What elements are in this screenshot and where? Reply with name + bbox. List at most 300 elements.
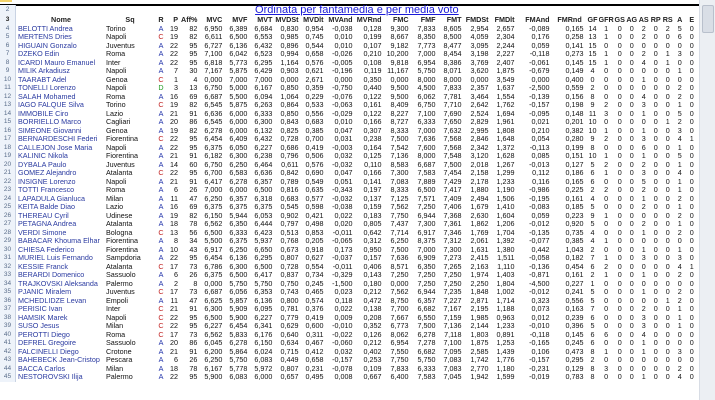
role-cell[interactable]: C bbox=[158, 322, 164, 330]
stat-cell[interactable]: 6,750 bbox=[204, 84, 223, 92]
stat-cell[interactable]: 7,500 bbox=[390, 135, 409, 143]
stat-cell[interactable]: 5 bbox=[641, 177, 646, 186]
stat-cell[interactable]: 0,683 bbox=[280, 194, 299, 203]
stat-cell[interactable]: 1 bbox=[641, 152, 646, 160]
stat-cell[interactable]: 2 bbox=[641, 305, 646, 313]
stat-cell[interactable]: -0,118 bbox=[529, 330, 550, 339]
stat-cell[interactable]: 0 bbox=[604, 322, 609, 330]
stat-cell[interactable]: 47 bbox=[189, 296, 198, 305]
stat-cell[interactable]: 0,000 bbox=[280, 75, 299, 84]
player-name-cell[interactable]: PEROTTI Diego bbox=[18, 330, 70, 339]
team-cell[interactable]: Atalanta bbox=[106, 262, 133, 271]
stat-cell[interactable]: 6,750 bbox=[204, 160, 223, 169]
player-name-cell[interactable]: FALCINELLI Diego bbox=[18, 347, 79, 356]
stat-cell[interactable]: 6,136 bbox=[229, 41, 248, 50]
stat-cell[interactable]: 7,636 bbox=[417, 135, 436, 143]
stat-cell[interactable]: 0 bbox=[653, 169, 658, 177]
stat-cell[interactable]: 5,750 bbox=[229, 356, 248, 364]
column-header-mvt[interactable]: MVT bbox=[257, 16, 273, 24]
stat-cell[interactable]: 0,059 bbox=[531, 211, 550, 220]
stat-cell[interactable]: 0 bbox=[617, 364, 622, 373]
stat-cell[interactable]: 0 bbox=[689, 313, 694, 322]
stat-cell[interactable]: 7,583 bbox=[417, 169, 436, 177]
stat-cell[interactable]: 21 bbox=[170, 109, 178, 118]
stat-cell[interactable]: -0,095 bbox=[529, 109, 550, 118]
stat-cell[interactable]: 9,182 bbox=[390, 41, 409, 50]
stat-cell[interactable]: 6,250 bbox=[229, 245, 248, 254]
stat-cell[interactable]: 0,735 bbox=[565, 228, 584, 237]
role-cell[interactable]: C bbox=[158, 33, 164, 41]
stat-cell[interactable]: 0 bbox=[665, 84, 670, 92]
stat-cell[interactable]: 0 bbox=[604, 339, 609, 347]
stat-cell[interactable]: 0,728 bbox=[280, 135, 299, 143]
stat-cell[interactable]: 19 bbox=[170, 101, 178, 109]
stat-cell[interactable]: 3 bbox=[677, 254, 682, 262]
stat-cell[interactable]: 8,477 bbox=[443, 41, 462, 50]
stat-cell[interactable]: -0,139 bbox=[529, 92, 550, 101]
stat-cell[interactable]: 0 bbox=[617, 237, 622, 245]
stat-cell[interactable]: 22 bbox=[170, 254, 178, 262]
stat-cell[interactable]: 0 bbox=[665, 271, 670, 279]
stat-cell[interactable]: 0 bbox=[641, 279, 646, 288]
stat-cell[interactable]: 0,896 bbox=[280, 41, 299, 50]
column-header-gs[interactable]: GS bbox=[614, 16, 625, 24]
stat-cell[interactable]: 0 bbox=[629, 262, 634, 271]
stat-cell[interactable]: 1 bbox=[641, 245, 646, 254]
stat-cell[interactable]: 0 bbox=[604, 220, 609, 228]
stat-cell[interactable]: 5,500 bbox=[204, 237, 223, 245]
stat-cell[interactable]: 7,250 bbox=[417, 271, 436, 279]
stat-cell[interactable]: 2 bbox=[641, 50, 646, 58]
stat-cell[interactable]: 6,095 bbox=[254, 305, 273, 313]
stat-cell[interactable]: 8 bbox=[590, 92, 595, 101]
player-name-cell[interactable]: INSIGNE Lorenzo bbox=[18, 177, 76, 186]
stat-cell[interactable]: 7,417 bbox=[443, 186, 462, 194]
stat-cell[interactable]: 3 bbox=[641, 135, 646, 143]
role-cell[interactable]: C bbox=[158, 288, 164, 296]
player-name-cell[interactable]: BERARDI Domenico bbox=[18, 271, 85, 279]
stat-cell[interactable]: 6 bbox=[590, 177, 595, 186]
stat-cell[interactable]: 8,350 bbox=[417, 33, 436, 41]
stat-cell[interactable]: 0 bbox=[665, 203, 670, 211]
stat-cell[interactable]: 0 bbox=[689, 41, 694, 50]
row-number[interactable]: 12 bbox=[0, 93, 16, 102]
stat-cell[interactable]: 6,682 bbox=[417, 305, 436, 313]
row-number[interactable]: 4 bbox=[0, 25, 16, 34]
player-name-cell[interactable]: TONELLI Lorenzo bbox=[18, 84, 76, 92]
stat-cell[interactable]: 0,837 bbox=[280, 271, 299, 279]
stat-cell[interactable]: 6,954 bbox=[417, 58, 436, 67]
player-name-cell[interactable]: HAMSIK Marek bbox=[18, 313, 68, 322]
stat-cell[interactable]: 0,902 bbox=[280, 211, 299, 220]
stat-cell[interactable]: 1,704 bbox=[496, 228, 515, 237]
stat-cell[interactable]: 0 bbox=[653, 356, 658, 364]
stat-cell[interactable]: 0 bbox=[629, 126, 634, 135]
stat-cell[interactable]: 6,909 bbox=[417, 254, 436, 262]
stat-cell[interactable]: 1,803 bbox=[470, 330, 489, 339]
row-number[interactable]: 25 bbox=[0, 203, 16, 212]
stat-cell[interactable]: 8,071 bbox=[443, 67, 462, 75]
stat-cell[interactable]: 4 bbox=[590, 67, 595, 75]
stat-cell[interactable]: 0,106 bbox=[531, 347, 550, 356]
stat-cell[interactable]: 1 bbox=[604, 211, 609, 220]
stat-cell[interactable]: 0 bbox=[604, 305, 609, 313]
team-cell[interactable]: Pescara bbox=[106, 356, 133, 364]
stat-cell[interactable]: 95 bbox=[189, 322, 198, 330]
stat-cell[interactable]: 1,233 bbox=[496, 322, 515, 330]
stat-cell[interactable]: 0 bbox=[629, 347, 634, 356]
stat-cell[interactable]: 0,157 bbox=[363, 254, 382, 262]
stat-cell[interactable]: 6,432 bbox=[254, 41, 273, 50]
stat-cell[interactable]: 6,562 bbox=[204, 220, 223, 228]
stat-cell[interactable]: 3 bbox=[604, 109, 609, 118]
stat-cell[interactable]: 0,166 bbox=[363, 118, 382, 126]
stat-cell[interactable]: 0,634 bbox=[280, 339, 299, 347]
stat-cell[interactable]: 6,136 bbox=[254, 296, 273, 305]
player-name-cell[interactable]: BAHEBECK Jean-Cristop bbox=[18, 356, 100, 364]
stat-cell[interactable]: 6 bbox=[590, 339, 595, 347]
stat-cell[interactable]: 1,694 bbox=[496, 109, 515, 118]
stat-cell[interactable]: 69 bbox=[189, 92, 198, 101]
stat-cell[interactable]: 6,250 bbox=[390, 237, 409, 245]
stat-cell[interactable]: -0,113 bbox=[529, 143, 550, 152]
stat-cell[interactable]: 6,375 bbox=[204, 143, 223, 152]
stat-cell[interactable]: 0 bbox=[665, 211, 670, 220]
stat-cell[interactable]: 0 bbox=[629, 24, 634, 33]
column-header-mvc[interactable]: MVC bbox=[206, 16, 223, 24]
stat-cell[interactable]: 1,410 bbox=[496, 203, 515, 211]
stat-cell[interactable]: 0 bbox=[629, 160, 634, 169]
player-name-cell[interactable]: ICARDI Mauro Emanuel bbox=[18, 58, 96, 67]
stat-cell[interactable]: 4 bbox=[641, 330, 646, 339]
stat-cell[interactable]: 0 bbox=[604, 245, 609, 254]
row-1-header[interactable] bbox=[0, 0, 12, 2]
stat-cell[interactable]: 0 bbox=[665, 347, 670, 356]
stat-cell[interactable]: 8,750 bbox=[390, 296, 409, 305]
stat-cell[interactable]: 3,464 bbox=[470, 92, 489, 101]
stat-cell[interactable]: 6,350 bbox=[417, 262, 436, 271]
role-cell[interactable]: A bbox=[158, 271, 164, 279]
stat-cell[interactable]: 6,318 bbox=[254, 194, 273, 203]
stat-cell[interactable]: 5,972 bbox=[254, 364, 273, 373]
stat-cell[interactable]: 0,440 bbox=[363, 84, 382, 92]
stat-cell[interactable]: 0,125 bbox=[363, 152, 382, 160]
stat-cell[interactable]: 0 bbox=[665, 262, 670, 271]
stat-cell[interactable]: 6,423 bbox=[254, 228, 273, 237]
player-name-cell[interactable]: GOMEZ Alejandro bbox=[18, 169, 77, 177]
stat-cell[interactable]: 1,974 bbox=[470, 271, 489, 279]
role-cell[interactable]: A bbox=[158, 254, 164, 262]
stat-cell[interactable]: -0,135 bbox=[529, 228, 550, 237]
stat-cell[interactable]: 0,734 bbox=[305, 271, 324, 279]
stat-cell[interactable]: 0 bbox=[617, 313, 622, 322]
stat-cell[interactable]: 5,864 bbox=[229, 347, 248, 356]
row-number[interactable]: 28 bbox=[0, 229, 16, 238]
stat-cell[interactable]: 1,679 bbox=[470, 203, 489, 211]
player-name-cell[interactable]: NESTOROVSKI Ilija bbox=[18, 373, 83, 381]
stat-cell[interactable]: 0,156 bbox=[565, 92, 584, 101]
stat-cell[interactable]: 0,805 bbox=[363, 220, 382, 228]
stat-cell[interactable]: 0,000 bbox=[470, 75, 489, 84]
player-name-cell[interactable]: KEITA Balde Diao bbox=[18, 203, 75, 211]
stat-cell[interactable]: 1,875 bbox=[496, 67, 515, 75]
stat-cell[interactable]: 0,376 bbox=[305, 305, 324, 313]
stat-cell[interactable]: 10 bbox=[588, 126, 597, 135]
stat-cell[interactable]: -0,078 bbox=[332, 364, 353, 373]
stat-cell[interactable]: 0 bbox=[665, 305, 670, 313]
stat-cell[interactable]: 8,375 bbox=[417, 237, 436, 245]
stat-cell[interactable]: 0,472 bbox=[363, 296, 382, 305]
role-cell[interactable]: C bbox=[158, 330, 164, 339]
stat-cell[interactable]: 0 bbox=[677, 41, 682, 50]
stat-cell[interactable]: 6,417 bbox=[254, 271, 273, 279]
stat-cell[interactable]: 14 bbox=[588, 24, 597, 33]
stat-cell[interactable]: 7,409 bbox=[443, 194, 462, 203]
stat-cell[interactable]: 1 bbox=[641, 194, 646, 203]
stat-cell[interactable]: 2,770 bbox=[470, 364, 489, 373]
role-cell[interactable]: C bbox=[158, 228, 164, 237]
stat-cell[interactable]: 6,400 bbox=[390, 373, 409, 381]
stat-cell[interactable]: 6,053 bbox=[254, 211, 273, 220]
stat-cell[interactable]: 0,051 bbox=[334, 177, 353, 186]
player-name-cell[interactable]: IAGO FALQUE Silva bbox=[18, 101, 84, 109]
stat-cell[interactable]: 7,235 bbox=[443, 288, 462, 296]
stat-cell[interactable]: 1 bbox=[604, 254, 609, 262]
stat-cell[interactable]: 0 bbox=[629, 186, 634, 194]
stat-cell[interactable]: 1,769 bbox=[470, 228, 489, 237]
stat-cell[interactable]: 0,183 bbox=[363, 211, 382, 220]
stat-cell[interactable]: 6,150 bbox=[254, 339, 273, 347]
stat-cell[interactable]: 8,333 bbox=[390, 126, 409, 135]
stat-cell[interactable]: -0,010 bbox=[529, 322, 550, 330]
stat-cell[interactable]: 0,180 bbox=[363, 279, 382, 288]
stat-cell[interactable]: 0,164 bbox=[363, 143, 382, 152]
stat-cell[interactable]: 6 bbox=[174, 271, 178, 279]
stat-cell[interactable]: 0 bbox=[689, 279, 694, 288]
stat-cell[interactable]: 7,118 bbox=[444, 330, 462, 339]
stat-cell[interactable]: 73 bbox=[189, 330, 198, 339]
stat-cell[interactable]: 95 bbox=[189, 254, 198, 262]
stat-cell[interactable]: 0 bbox=[689, 67, 694, 75]
stat-cell[interactable]: 69 bbox=[189, 203, 198, 211]
row-number[interactable]: 37 bbox=[0, 305, 16, 314]
stat-cell[interactable]: 1,554 bbox=[496, 92, 515, 101]
stat-cell[interactable]: 1 bbox=[677, 305, 682, 313]
stat-cell[interactable]: 0 bbox=[665, 160, 670, 169]
team-cell[interactable]: Juventus bbox=[106, 41, 135, 50]
stat-cell[interactable]: 13 bbox=[170, 228, 178, 237]
stat-cell[interactable]: 95 bbox=[189, 41, 198, 50]
stat-cell[interactable]: 8,605 bbox=[443, 24, 462, 33]
stat-cell[interactable]: 1,511 bbox=[497, 254, 515, 262]
team-cell[interactable]: Torino bbox=[106, 101, 126, 109]
stat-cell[interactable]: 0,781 bbox=[280, 305, 299, 313]
stat-cell[interactable]: 0 bbox=[665, 126, 670, 135]
stat-cell[interactable]: 8 bbox=[590, 364, 595, 373]
team-cell[interactable]: Roma bbox=[106, 186, 126, 194]
stat-cell[interactable]: 1 bbox=[604, 152, 609, 160]
stat-cell[interactable]: -0,038 bbox=[332, 24, 353, 33]
stat-cell[interactable]: 0 bbox=[689, 296, 694, 305]
stat-cell[interactable]: 0 bbox=[629, 296, 634, 305]
stat-cell[interactable]: 0,807 bbox=[280, 364, 299, 373]
stat-cell[interactable]: 0 bbox=[653, 245, 658, 254]
stat-cell[interactable]: 0,110 bbox=[364, 160, 382, 169]
stat-cell[interactable]: 2,642 bbox=[470, 101, 489, 109]
stat-cell[interactable]: 0 bbox=[629, 41, 634, 50]
stat-cell[interactable]: 91 bbox=[189, 305, 198, 313]
stat-cell[interactable]: 7,568 bbox=[443, 143, 462, 152]
stat-cell[interactable]: 0 bbox=[604, 84, 609, 92]
stat-cell[interactable]: 0 bbox=[629, 109, 634, 118]
stat-cell[interactable]: 0 bbox=[617, 330, 622, 339]
stat-cell[interactable]: 1 bbox=[641, 288, 646, 296]
stat-cell[interactable]: 0 bbox=[689, 330, 694, 339]
stat-cell[interactable]: 0 bbox=[617, 177, 622, 186]
stat-cell[interactable]: -0,077 bbox=[529, 237, 550, 245]
stat-cell[interactable]: 6,500 bbox=[204, 313, 223, 322]
stat-cell[interactable]: -0,063 bbox=[332, 101, 353, 109]
stat-cell[interactable]: 0 bbox=[689, 92, 694, 101]
stat-cell[interactable]: 2 bbox=[677, 364, 682, 373]
stat-cell[interactable]: 0,419 bbox=[305, 143, 324, 152]
stat-cell[interactable]: 0 bbox=[629, 194, 634, 203]
stat-cell[interactable]: 6,750 bbox=[417, 101, 436, 109]
stat-cell[interactable]: 56 bbox=[189, 228, 198, 237]
role-cell[interactable]: A bbox=[158, 109, 164, 118]
player-name-cell[interactable]: BORRIELLO Marco bbox=[18, 118, 82, 126]
stat-cell[interactable]: 7,429 bbox=[443, 177, 462, 186]
stat-cell[interactable]: -0,329 bbox=[332, 271, 353, 279]
row-number[interactable]: 5 bbox=[0, 33, 16, 42]
stat-cell[interactable]: 0,145 bbox=[565, 58, 584, 67]
stat-cell[interactable]: 6,056 bbox=[229, 288, 248, 296]
stat-cell[interactable]: 3 bbox=[641, 254, 646, 262]
stat-cell[interactable]: 6,553 bbox=[254, 33, 273, 41]
stat-cell[interactable]: 26 bbox=[189, 186, 198, 194]
row-number[interactable]: 9 bbox=[0, 67, 16, 76]
stat-cell[interactable]: 1,880 bbox=[470, 186, 489, 194]
stat-cell[interactable]: 3,769 bbox=[470, 58, 489, 67]
stat-cell[interactable]: 7,000 bbox=[417, 245, 436, 254]
stat-cell[interactable]: 0 bbox=[641, 296, 646, 305]
stat-cell[interactable]: 8,000 bbox=[417, 75, 436, 84]
stat-cell[interactable]: 7,632 bbox=[443, 126, 462, 135]
stat-cell[interactable]: 0,032 bbox=[334, 347, 353, 356]
stat-cell[interactable]: 6,341 bbox=[254, 322, 273, 330]
stat-cell[interactable]: 5 bbox=[590, 322, 595, 330]
stat-cell[interactable]: 2 bbox=[590, 84, 595, 92]
stat-cell[interactable]: 6,094 bbox=[254, 92, 273, 101]
stat-cell[interactable]: 0 bbox=[629, 288, 634, 296]
stat-cell[interactable]: 6,278 bbox=[417, 330, 436, 339]
player-name-cell[interactable]: TRAJKOVSKI Aleksanda bbox=[18, 279, 98, 288]
stat-cell[interactable]: 0,559 bbox=[565, 84, 584, 92]
stat-cell[interactable]: 0 bbox=[617, 254, 622, 262]
stat-cell[interactable]: 0 bbox=[653, 126, 658, 135]
stat-cell[interactable]: 0 bbox=[665, 313, 670, 322]
stat-cell[interactable]: 4 bbox=[677, 262, 682, 271]
stat-cell[interactable]: 0 bbox=[653, 177, 658, 186]
stat-cell[interactable]: 0 bbox=[617, 160, 622, 169]
stat-cell[interactable]: -0,012 bbox=[529, 220, 550, 228]
stat-cell[interactable]: 13 bbox=[588, 33, 597, 41]
role-cell[interactable]: A bbox=[158, 296, 164, 305]
stat-cell[interactable]: 1 bbox=[677, 67, 682, 75]
stat-cell[interactable]: 7,714 bbox=[390, 228, 409, 237]
stat-cell[interactable]: 16 bbox=[170, 203, 178, 211]
row-number[interactable]: 33 bbox=[0, 271, 16, 280]
team-cell[interactable]: Inter bbox=[106, 58, 121, 67]
stat-cell[interactable]: 7 bbox=[590, 254, 595, 262]
stat-cell[interactable]: 95 bbox=[189, 169, 198, 177]
stat-cell[interactable]: 7,100 bbox=[443, 339, 462, 347]
stat-cell[interactable]: 6,944 bbox=[417, 211, 436, 220]
stat-cell[interactable]: 8 bbox=[590, 347, 595, 356]
stat-cell[interactable]: 0,126 bbox=[363, 330, 382, 339]
stat-cell[interactable]: 1 bbox=[604, 50, 609, 58]
stat-cell[interactable]: 7,571 bbox=[417, 194, 436, 203]
stat-cell[interactable]: 2,871 bbox=[470, 296, 489, 305]
stat-cell[interactable]: 6,278 bbox=[229, 339, 248, 347]
stat-cell[interactable]: 0 bbox=[653, 271, 658, 279]
role-cell[interactable]: A bbox=[158, 373, 164, 381]
stat-cell[interactable]: 6,684 bbox=[254, 24, 273, 33]
stat-cell[interactable]: 7,562 bbox=[390, 288, 409, 296]
stat-cell[interactable]: -0,157 bbox=[529, 101, 550, 109]
stat-cell[interactable]: -0,750 bbox=[332, 84, 353, 92]
stat-cell[interactable]: 0,176 bbox=[531, 33, 550, 41]
column-header-fmdst[interactable]: FMDSt bbox=[465, 16, 489, 24]
stat-cell[interactable]: 4 bbox=[193, 75, 198, 84]
stat-cell[interactable]: 0,611 bbox=[281, 160, 299, 169]
stat-cell[interactable]: 6,182 bbox=[204, 152, 223, 160]
stat-cell[interactable]: 0 bbox=[653, 330, 658, 339]
stat-cell[interactable]: -0,060 bbox=[332, 339, 353, 347]
stat-cell[interactable]: 20 bbox=[170, 339, 178, 347]
stat-cell[interactable]: 7,833 bbox=[417, 24, 436, 33]
stat-cell[interactable]: 14 bbox=[170, 160, 178, 169]
column-header-gfr[interactable]: GFR bbox=[598, 16, 614, 24]
stat-cell[interactable]: 6,375 bbox=[229, 203, 248, 211]
stat-cell[interactable]: 0,182 bbox=[565, 254, 584, 262]
stat-cell[interactable]: 0,311 bbox=[306, 330, 324, 339]
role-cell[interactable]: C bbox=[158, 262, 164, 271]
stat-cell[interactable]: 7,700 bbox=[390, 305, 409, 313]
stat-cell[interactable]: 5,750 bbox=[417, 67, 436, 75]
stat-cell[interactable]: 0 bbox=[689, 169, 694, 177]
stat-cell[interactable]: 0 bbox=[617, 296, 622, 305]
stat-cell[interactable]: 6,454 bbox=[204, 135, 223, 143]
stat-cell[interactable]: 95 bbox=[189, 373, 198, 381]
row-number[interactable]: 22 bbox=[0, 178, 16, 187]
stat-cell[interactable]: 8 bbox=[193, 279, 198, 288]
player-name-cell[interactable]: THEREAU Cyril bbox=[18, 211, 69, 220]
stat-cell[interactable]: 91 bbox=[189, 347, 198, 356]
stat-cell[interactable]: 18 bbox=[170, 220, 178, 228]
stat-cell[interactable]: -0,011 bbox=[332, 262, 353, 271]
team-cell[interactable]: Bologna bbox=[106, 228, 133, 237]
team-cell[interactable]: Napoli bbox=[106, 84, 127, 92]
stat-cell[interactable]: 6,950 bbox=[204, 24, 223, 33]
stat-cell[interactable]: 1,180 bbox=[496, 364, 515, 373]
stat-cell[interactable]: 5,875 bbox=[229, 101, 248, 109]
stat-cell[interactable]: 0,830 bbox=[280, 24, 299, 33]
stat-cell[interactable]: 0,008 bbox=[334, 373, 353, 381]
stat-cell[interactable]: 0 bbox=[689, 220, 694, 228]
stat-cell[interactable]: 0,954 bbox=[305, 24, 324, 33]
stat-cell[interactable]: 0,400 bbox=[565, 75, 584, 84]
